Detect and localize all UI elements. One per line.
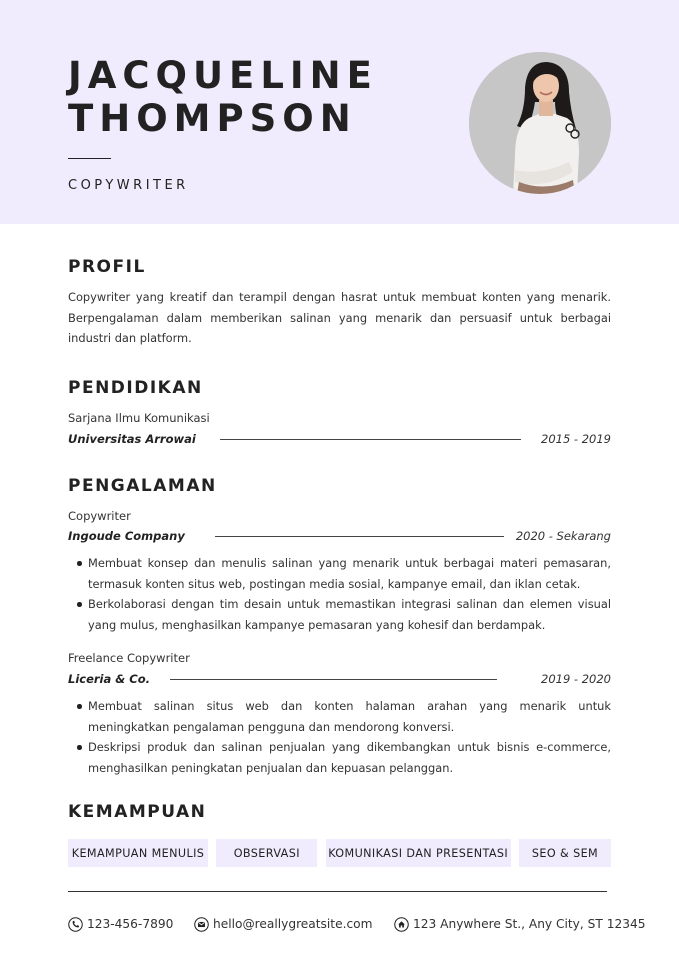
experience-heading: PENGALAMAN: [68, 476, 217, 496]
skill-chip: OBSERVASI: [216, 839, 317, 867]
phone-number: 123-456-7890: [87, 917, 174, 931]
education-school: Universitas Arrowai: [68, 432, 196, 446]
job-1-company: Ingoude Company: [68, 529, 185, 543]
job-2-company: Liceria & Co.: [68, 672, 151, 686]
list-item: Membuat konsep dan menulis salinan yang menarik untuk berbagai materi pemasaran, termasuk konten situs web, postingan media sosial, kampanye email, dan iklan cetak.: [68, 553, 611, 594]
phone-icon: [68, 917, 83, 932]
job-1-period: 2020 - Sekarang: [515, 529, 611, 543]
name-divider: [68, 158, 111, 159]
home-icon: [394, 917, 409, 932]
contact-address: [394, 915, 645, 933]
job-1-rule: [215, 536, 504, 537]
job-1-bullets: [68, 553, 611, 635]
education-degree: Sarjana Ilmu Komunikasi: [68, 411, 210, 425]
education-rule: [220, 439, 521, 440]
person-portrait-icon: [469, 52, 611, 194]
skills-list: [68, 839, 611, 867]
education-period: 2015 - 2019: [541, 432, 611, 446]
skill-chip: KOMUNIKASI DAN PRESENTASI: [326, 839, 511, 867]
job-2-period: 2019 - 2020: [541, 672, 611, 686]
education-heading: PENDIDIKAN: [68, 378, 203, 398]
list-item: Berkolaborasi dengan tim desain untuk memastikan integrasi salinan dan elemen visual yang mulus, menghasilkan kampanye pemasaran yang kohesif dan berdampak.: [68, 594, 611, 635]
profile-heading: PROFIL: [68, 257, 146, 277]
job-1-row: [68, 528, 611, 544]
skill-chip: KEMAMPUAN MENULIS: [68, 839, 208, 867]
profile-text: Copywriter yang kreatif dan terampil dengan hasrat untuk membuat konten yang menarik. Berpengalaman dalam memberikan salinan yang menarik dan persuasif untuk berbagai industri dan platform.: [68, 290, 611, 345]
job-2-rule: [170, 679, 497, 680]
list-item: Membuat salinan situs web dan konten halaman arahan yang menarik untuk meningkatkan pengalaman pengguna dan mendorong konversi.: [68, 696, 611, 737]
skill-chip: SEO & SEM: [519, 839, 611, 867]
job-2-row: [68, 671, 611, 687]
street-address: 123 Anywhere St., Any City, ST 12345: [413, 917, 646, 931]
job-title: COPYWRITER: [68, 178, 189, 193]
skills-heading: KEMAMPUAN: [68, 802, 207, 822]
education-row: [68, 431, 611, 447]
candidate-name: [68, 54, 378, 140]
job-1-role: Copywriter: [68, 509, 131, 523]
name-line-2: THOMPSON: [68, 97, 357, 140]
footer-divider: [68, 891, 607, 892]
list-item: Deskripsi produk dan salinan penjualan yang dikembangkan untuk bisnis e-commerce, menghasilkan peningkatan penjualan dan kepuasan pelanggan.: [68, 737, 611, 778]
email-address: hello@reallygreatsite.com: [213, 917, 373, 931]
name-line-1: JACQUELINE: [68, 54, 378, 97]
contact-phone: [68, 915, 173, 933]
contact-email: [194, 915, 372, 933]
job-2-bullets: [68, 696, 611, 778]
job-2-role: Freelance Copywriter: [68, 651, 190, 665]
profile-photo: [469, 52, 611, 194]
mail-icon: [194, 917, 209, 932]
